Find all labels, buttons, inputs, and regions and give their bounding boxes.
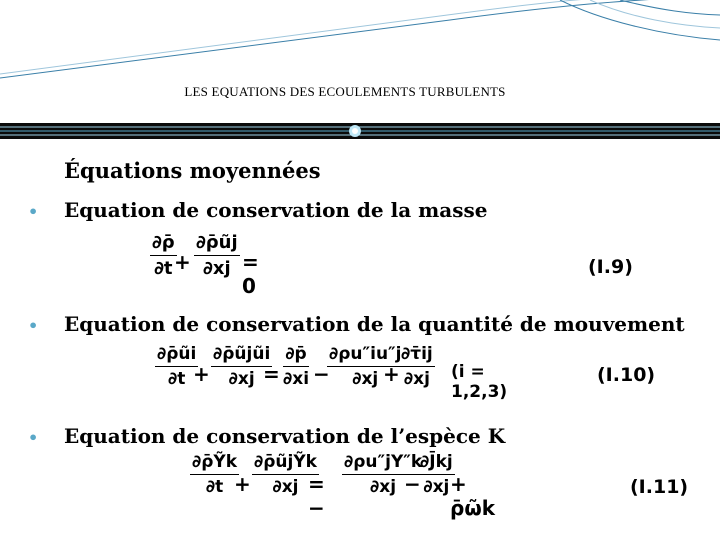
fraction (399, 344, 435, 389)
page-header-title: LES EQUATIONS DES ECOULEMENTS TURBULENTS (184, 84, 506, 99)
numerator: ∂ρ̄Ỹk (190, 452, 239, 475)
numerator: ∂ρ̄ (150, 232, 177, 256)
denominator: ∂xi (283, 369, 310, 389)
bullet-label: Equation de conservation de l’espèce K (64, 424, 506, 448)
index-condition: (i = 1,2,3) (451, 362, 508, 402)
header-divider (0, 122, 720, 140)
section-title: Équations moyennées (64, 158, 321, 183)
operator: + (174, 250, 191, 274)
fraction (155, 344, 198, 389)
operator: = − (308, 472, 325, 520)
numerator: ∂J̄kj (418, 452, 455, 475)
numerator: ∂ρ̄ũj (194, 232, 240, 256)
numerator: ∂p̄ (283, 344, 309, 367)
bullet-label: Equation de conservation de la masse (64, 198, 488, 222)
operator: + (234, 472, 251, 496)
fraction (190, 452, 239, 497)
numerator: ∂τ̄ij (399, 344, 435, 367)
operator: − (313, 362, 330, 386)
bullet-momentum-conservation (28, 312, 685, 336)
bullet-icon: • (28, 202, 39, 221)
denominator: ∂xj (203, 258, 231, 279)
denominator: ∂t (167, 369, 186, 389)
denominator: ∂xj (228, 369, 255, 389)
bullet-icon: • (28, 428, 39, 447)
numerator: ∂ρu″iu″j (327, 344, 403, 367)
equals-zero: = 0 (242, 250, 259, 298)
operator: = (263, 362, 280, 386)
denominator: ∂t (154, 258, 173, 279)
operator: − (404, 472, 421, 496)
numerator: ∂ρ̄ũjũi (211, 344, 272, 367)
denominator: ∂xj (272, 477, 299, 497)
denominator: ∂xj (423, 477, 450, 497)
numerator: ∂ρ̄ũjỸk (252, 452, 319, 475)
equation-tag: (I.9) (588, 256, 633, 278)
operator: + (193, 362, 210, 386)
bullet-label: Equation de conservation de la quantité de mouvement (64, 312, 685, 336)
denominator: ∂t (205, 477, 224, 497)
operator: + (383, 362, 400, 386)
numerator: ∂ρ̄ũi (155, 344, 198, 367)
denominator: ∂xj (403, 369, 430, 389)
fraction (194, 232, 240, 279)
source-term: + ρ̄ω̃k (450, 472, 495, 520)
denominator: ∂xj (352, 369, 379, 389)
equation-tag: (I.11) (630, 476, 689, 498)
fraction (150, 232, 177, 279)
bullet-species-conservation (28, 424, 505, 448)
bullet-icon: • (28, 316, 39, 335)
decorative-wave-lines (0, 0, 720, 90)
fraction (283, 344, 309, 389)
bullet-mass-conservation (28, 198, 487, 222)
denominator: ∂xj (370, 477, 397, 497)
equation-tag: (I.10) (597, 364, 656, 386)
numerator: ∂ρu″jY″k (342, 452, 424, 475)
